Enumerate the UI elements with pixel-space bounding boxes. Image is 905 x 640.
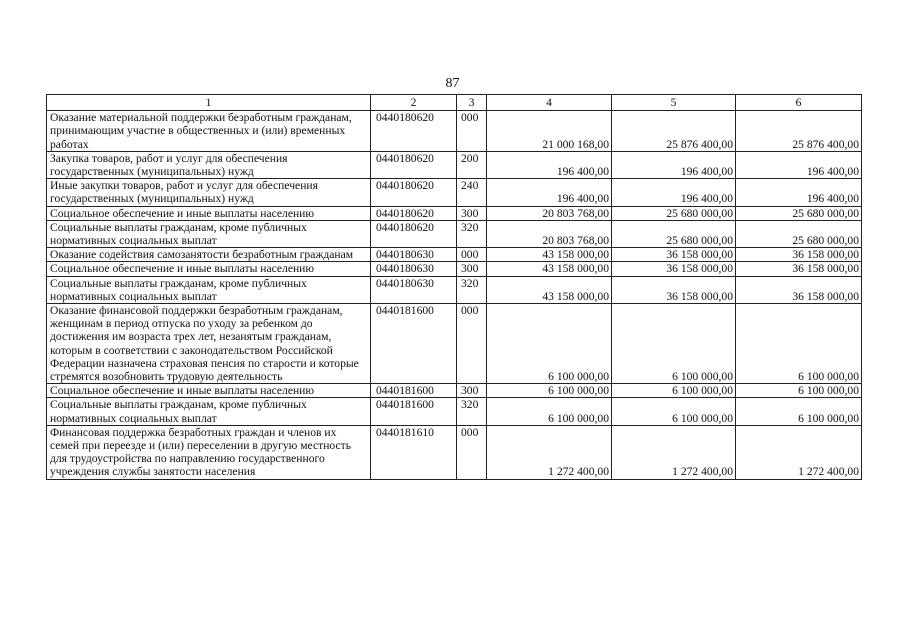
cell-amount-year-3: 25 680 000,00 <box>736 206 862 220</box>
cell-amount-year-1: 196 400,00 <box>487 179 612 206</box>
cell-target-code: 0440180630 <box>371 262 457 276</box>
cell-amount-year-2: 6 100 000,00 <box>612 398 736 425</box>
cell-target-code: 0440180630 <box>371 276 457 303</box>
table-row <box>47 248 862 262</box>
cell-amount-year-3: 196 400,00 <box>736 179 862 206</box>
column-header-year-1: 4 <box>487 95 612 111</box>
cell-amount-year-1: 6 100 000,00 <box>487 384 612 398</box>
cell-amount-year-3: 196 400,00 <box>736 151 862 178</box>
table-row <box>47 304 862 384</box>
column-header-year-3: 6 <box>736 95 862 111</box>
budget-table <box>46 94 862 480</box>
cell-target-code: 0440181610 <box>371 425 457 479</box>
cell-target-code: 0440180620 <box>371 111 457 152</box>
cell-expense-type: 000 <box>457 248 487 262</box>
cell-amount-year-2: 196 400,00 <box>612 151 736 178</box>
table-body <box>47 111 862 479</box>
table-row <box>47 151 862 178</box>
cell-amount-year-2: 25 680 000,00 <box>612 220 736 247</box>
cell-amount-year-2: 25 680 000,00 <box>612 206 736 220</box>
cell-amount-year-1: 20 803 768,00 <box>487 206 612 220</box>
cell-name: Оказание финансовой поддержки безработным гражданам, женщинам в период отпуска по уходу за ребенком до достижения им возраста трех лет, незанятым гражданам, которым в соответствии с законодательством Российской Федерации назначена страховая пенсия по старости и которые стремятся возобновить трудовую деятельность <box>47 304 371 384</box>
cell-amount-year-2: 36 158 000,00 <box>612 276 736 303</box>
cell-amount-year-3: 6 100 000,00 <box>736 398 862 425</box>
cell-name: Закупка товаров, работ и услуг для обеспечения государственных (муниципальных) нужд <box>47 151 371 178</box>
cell-expense-type: 320 <box>457 398 487 425</box>
cell-target-code: 0440181600 <box>371 304 457 384</box>
cell-expense-type: 320 <box>457 276 487 303</box>
column-header-year-2: 5 <box>612 95 736 111</box>
cell-expense-type: 300 <box>457 384 487 398</box>
cell-name: Социальные выплаты гражданам, кроме публичных нормативных социальных выплат <box>47 220 371 247</box>
cell-amount-year-2: 196 400,00 <box>612 179 736 206</box>
column-header-expense-type: 3 <box>457 95 487 111</box>
table-header-row <box>47 95 862 111</box>
cell-target-code: 0440180620 <box>371 206 457 220</box>
cell-amount-year-3: 1 272 400,00 <box>736 425 862 479</box>
cell-expense-type: 240 <box>457 179 487 206</box>
cell-expense-type: 300 <box>457 262 487 276</box>
cell-name: Социальные выплаты гражданам, кроме публичных нормативных социальных выплат <box>47 398 371 425</box>
cell-amount-year-1: 43 158 000,00 <box>487 248 612 262</box>
cell-expense-type: 200 <box>457 151 487 178</box>
page-number: 87 <box>445 76 460 91</box>
cell-expense-type: 320 <box>457 220 487 247</box>
table-row <box>47 276 862 303</box>
cell-name: Социальное обеспечение и иные выплаты населению <box>47 262 371 276</box>
cell-amount-year-3: 36 158 000,00 <box>736 276 862 303</box>
table-row <box>47 384 862 398</box>
cell-amount-year-1: 1 272 400,00 <box>487 425 612 479</box>
cell-name: Финансовая поддержка безработных граждан и членов их семей при переезде и (или) переселении в другую местность для трудоустройства по направлению государственного учреждения службы занятости населения <box>47 425 371 479</box>
cell-amount-year-3: 36 158 000,00 <box>736 262 862 276</box>
cell-target-code: 0440180620 <box>371 220 457 247</box>
cell-amount-year-1: 43 158 000,00 <box>487 262 612 276</box>
table-row <box>47 398 862 425</box>
cell-amount-year-2: 36 158 000,00 <box>612 262 736 276</box>
cell-amount-year-2: 1 272 400,00 <box>612 425 736 479</box>
table-row <box>47 179 862 206</box>
cell-amount-year-1: 196 400,00 <box>487 151 612 178</box>
cell-target-code: 0440181600 <box>371 398 457 425</box>
cell-amount-year-1: 43 158 000,00 <box>487 276 612 303</box>
cell-expense-type: 300 <box>457 206 487 220</box>
cell-name: Социальные выплаты гражданам, кроме публичных нормативных социальных выплат <box>47 276 371 303</box>
cell-amount-year-3: 25 876 400,00 <box>736 111 862 152</box>
cell-name: Оказание материальной поддержки безработным гражданам, принимающим участие в общественных и (или) временных работах <box>47 111 371 152</box>
table-row <box>47 220 862 247</box>
cell-amount-year-1: 6 100 000,00 <box>487 304 612 384</box>
cell-target-code: 0440180620 <box>371 151 457 178</box>
cell-name: Социальное обеспечение и иные выплаты населению <box>47 206 371 220</box>
cell-name: Оказание содействия самозанятости безработным гражданам <box>47 248 371 262</box>
cell-amount-year-2: 6 100 000,00 <box>612 304 736 384</box>
cell-target-code: 0440181600 <box>371 384 457 398</box>
cell-amount-year-2: 6 100 000,00 <box>612 384 736 398</box>
cell-amount-year-3: 36 158 000,00 <box>736 248 862 262</box>
column-header-code: 2 <box>371 95 457 111</box>
cell-name: Социальное обеспечение и иные выплаты населению <box>47 384 371 398</box>
table-row <box>47 206 862 220</box>
cell-amount-year-3: 6 100 000,00 <box>736 384 862 398</box>
table-row <box>47 262 862 276</box>
cell-amount-year-1: 20 803 768,00 <box>487 220 612 247</box>
cell-expense-type: 000 <box>457 111 487 152</box>
cell-amount-year-2: 25 876 400,00 <box>612 111 736 152</box>
cell-amount-year-2: 36 158 000,00 <box>612 248 736 262</box>
cell-expense-type: 000 <box>457 304 487 384</box>
cell-amount-year-1: 6 100 000,00 <box>487 398 612 425</box>
cell-target-code: 0440180620 <box>371 179 457 206</box>
table-row <box>47 425 862 479</box>
cell-amount-year-3: 25 680 000,00 <box>736 220 862 247</box>
cell-amount-year-1: 21 000 168,00 <box>487 111 612 152</box>
cell-amount-year-3: 6 100 000,00 <box>736 304 862 384</box>
table-row <box>47 111 862 152</box>
column-header-name: 1 <box>47 95 371 111</box>
cell-expense-type: 000 <box>457 425 487 479</box>
cell-name: Иные закупки товаров, работ и услуг для обеспечения государственных (муниципальных) нужд <box>47 179 371 206</box>
cell-target-code: 0440180630 <box>371 248 457 262</box>
